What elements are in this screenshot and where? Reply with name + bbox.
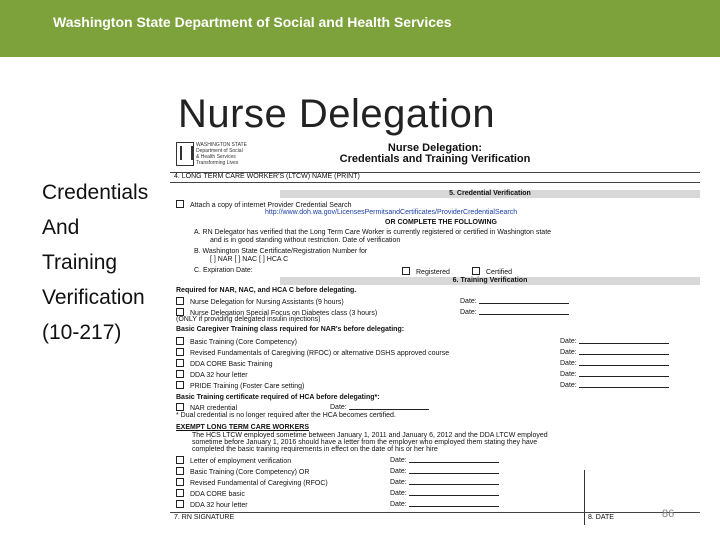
basic-required-heading: Basic Caregiver Training class required for NAR's before delegating: [176, 326, 405, 333]
date-blank [579, 370, 669, 377]
exempt-item-text: Letter of employment verification [190, 458, 292, 465]
date-label: Date: [560, 371, 577, 378]
logo-text [196, 142, 256, 166]
date-blank [409, 500, 499, 507]
only-if-note: (ONLY if providing delegated insulin injections) [176, 316, 321, 323]
date-label: Date: [330, 404, 347, 411]
exempt-item [176, 489, 245, 499]
left-line: Training [42, 251, 118, 274]
date-field [330, 403, 429, 412]
checkbox-icon [176, 478, 184, 486]
date-label: Date: [460, 309, 477, 316]
logo-line: WASHINGTON STATE [196, 142, 247, 148]
date-label: Date: [560, 338, 577, 345]
row-4-label: 4. LONG TERM CARE WORKER'S (LTCW) NAME (PRINT) [174, 173, 360, 180]
date-label: Date: [560, 349, 577, 356]
left-line: Credentials [42, 181, 149, 204]
required-nar-heading: Required for NAR, NAC, and HCA C before delegating. [176, 287, 357, 294]
date-field [560, 348, 669, 357]
form-title-line: Nurse Delegation: [387, 142, 483, 154]
date-field [460, 297, 569, 306]
checkbox-icon [176, 489, 184, 497]
row-8-label: 8. DATE [588, 514, 614, 521]
date-field [390, 456, 499, 465]
checkbox-icon [176, 381, 184, 389]
left-line: (10-217) [42, 321, 122, 344]
exempt-item [176, 478, 328, 488]
date-blank [579, 381, 669, 388]
or-complete: OR COMPLETE THE FOLLOWING [385, 219, 497, 226]
date-blank [479, 297, 569, 304]
checkbox-icon [176, 308, 184, 316]
hca-required-heading: Basic Training certificate required of HCA before delegating*: [176, 394, 380, 401]
certified-option [472, 267, 512, 277]
registered-label: Registered [416, 269, 450, 276]
logo-line: Department of Social [196, 148, 243, 154]
basic-item-text: DDA CORE Basic Training [190, 361, 273, 368]
date-field [390, 489, 499, 498]
date-blank [479, 308, 569, 315]
basic-item [176, 381, 304, 391]
left-line: And [42, 216, 80, 239]
item-a-line2: and is in good standing without restriction. Date of verification [210, 237, 401, 244]
date-label: Date: [560, 382, 577, 389]
exempt-item [176, 500, 248, 510]
basic-item [176, 348, 449, 358]
nd-na-text: Nurse Delegation for Nursing Assistants (9 hours) [190, 299, 344, 306]
exempt-text: completed the basic training requirements in effect on the date of his or her hire [192, 446, 438, 453]
basic-item [176, 337, 297, 347]
exempt-item-text: DDA 32 hour letter [190, 502, 248, 509]
date-field [560, 381, 669, 390]
certified-label: Certified [486, 269, 513, 276]
checkbox-icon [176, 500, 184, 508]
exempt-text: The HCS LTCW employed sometime between January 1, 2011 and January 6, 2012 and the DDA LTCW employed [192, 432, 548, 439]
logo-line: & Health Services [196, 154, 236, 160]
slide-number: 86 [662, 508, 675, 520]
exempt-item [176, 467, 309, 477]
checkbox-icon [176, 370, 184, 378]
date-blank [409, 478, 499, 485]
checkbox-icon [402, 267, 410, 275]
logo-line: Transforming Lives [196, 160, 239, 166]
checkbox-icon [472, 267, 480, 275]
date-field [390, 500, 499, 509]
section-5-header: 5. Credential Verification [280, 190, 700, 198]
date-field [390, 478, 499, 487]
basic-item-text: PRIDE Training (Foster Care setting) [190, 383, 305, 390]
date-label: Date: [390, 501, 407, 508]
slide-left-text [42, 175, 148, 350]
date-field [560, 370, 669, 379]
basic-item-text: DDA 32 hour letter [190, 372, 248, 379]
basic-item [176, 370, 248, 380]
dshs-logo [176, 142, 256, 168]
form-title-line: Credentials and Training Verification [339, 153, 531, 165]
dshs-logo-icon [176, 142, 194, 166]
form-image [170, 140, 700, 525]
date-label: Date: [560, 360, 577, 367]
date-label: Date: [390, 490, 407, 497]
checkbox-icon [176, 403, 184, 411]
date-label: Date: [390, 457, 407, 464]
exempt-heading: EXEMPT LONG TERM CARE WORKERS [176, 424, 310, 431]
nd-na-line [176, 297, 344, 307]
slide-title: Nurse Delegation [178, 92, 496, 136]
exempt-text: sometime before January 1, 2016 should have a letter from the employer who employed them stating they have [192, 439, 538, 446]
exempt-item-text: Basic Training (Core Competency) OR [190, 469, 310, 476]
section-6-header: 6. Training Verification [280, 277, 700, 285]
attach-text: Attach a copy of internet Provider Credential Search [190, 202, 352, 209]
checkbox-icon [176, 348, 184, 356]
checkbox-icon [176, 297, 184, 305]
basic-item-text: Revised Fundamentals of Caregiving (RFOC) or alternative DSHS approved course [190, 350, 450, 357]
nd-sf-text: Nurse Delegation Special Focus on Diabetes class (3 hours) [190, 310, 378, 317]
date-label: Date: [460, 298, 477, 305]
date-blank [349, 403, 429, 410]
item-b-line1: B. Washington State Certificate/Registration Number for [194, 248, 368, 255]
divider [170, 182, 700, 183]
provider-search-url: http://www.doh.wa.gov/LicensesPermitsandCertificates/ProviderCredentialSearch [265, 209, 518, 216]
date-field [390, 467, 499, 476]
checkbox-icon [176, 467, 184, 475]
checkbox-icon [176, 456, 184, 464]
date-blank [409, 467, 499, 474]
registered-option [402, 267, 450, 277]
exempt-item-text: Revised Fundamental of Caregiving (RFOC) [190, 480, 328, 487]
agency-header-bar [0, 0, 720, 57]
date-label: Date: [390, 479, 407, 486]
item-c-line: C. Expiration Date: [194, 267, 253, 274]
dual-note: * Dual credential is no longer required after the HCA becomes certified. [176, 412, 396, 419]
basic-item [176, 359, 272, 369]
date-field [460, 308, 569, 317]
date-field [560, 337, 669, 346]
divider [584, 470, 585, 525]
date-blank [409, 456, 499, 463]
basic-item-text: Basic Training (Core Competency) [190, 339, 297, 346]
divider [170, 512, 700, 513]
date-blank [579, 359, 669, 366]
date-blank [409, 489, 499, 496]
form-title [310, 143, 560, 165]
date-field [560, 359, 669, 368]
row-7-label: 7. RN SIGNATURE [174, 514, 235, 521]
nar-credential-text: NAR credential [190, 405, 238, 412]
exempt-item-text: DDA CORE basic [190, 491, 245, 498]
checkbox-icon [176, 337, 184, 345]
agency-name: Washington State Department of Social and Health Services [53, 14, 452, 30]
left-line: Verification [42, 286, 145, 309]
item-a-line1: A. RN Delegator has verified that the Long Term Care Worker is currently registered or certified in Washington state [194, 229, 552, 236]
date-blank [579, 348, 669, 355]
exempt-item [176, 456, 291, 466]
checkbox-icon [176, 200, 184, 208]
item-b-line2: [ ] NAR [ ] NAC [ ] HCA C [210, 256, 289, 263]
date-blank [579, 337, 669, 344]
date-label: Date: [390, 468, 407, 475]
checkbox-icon [176, 359, 184, 367]
